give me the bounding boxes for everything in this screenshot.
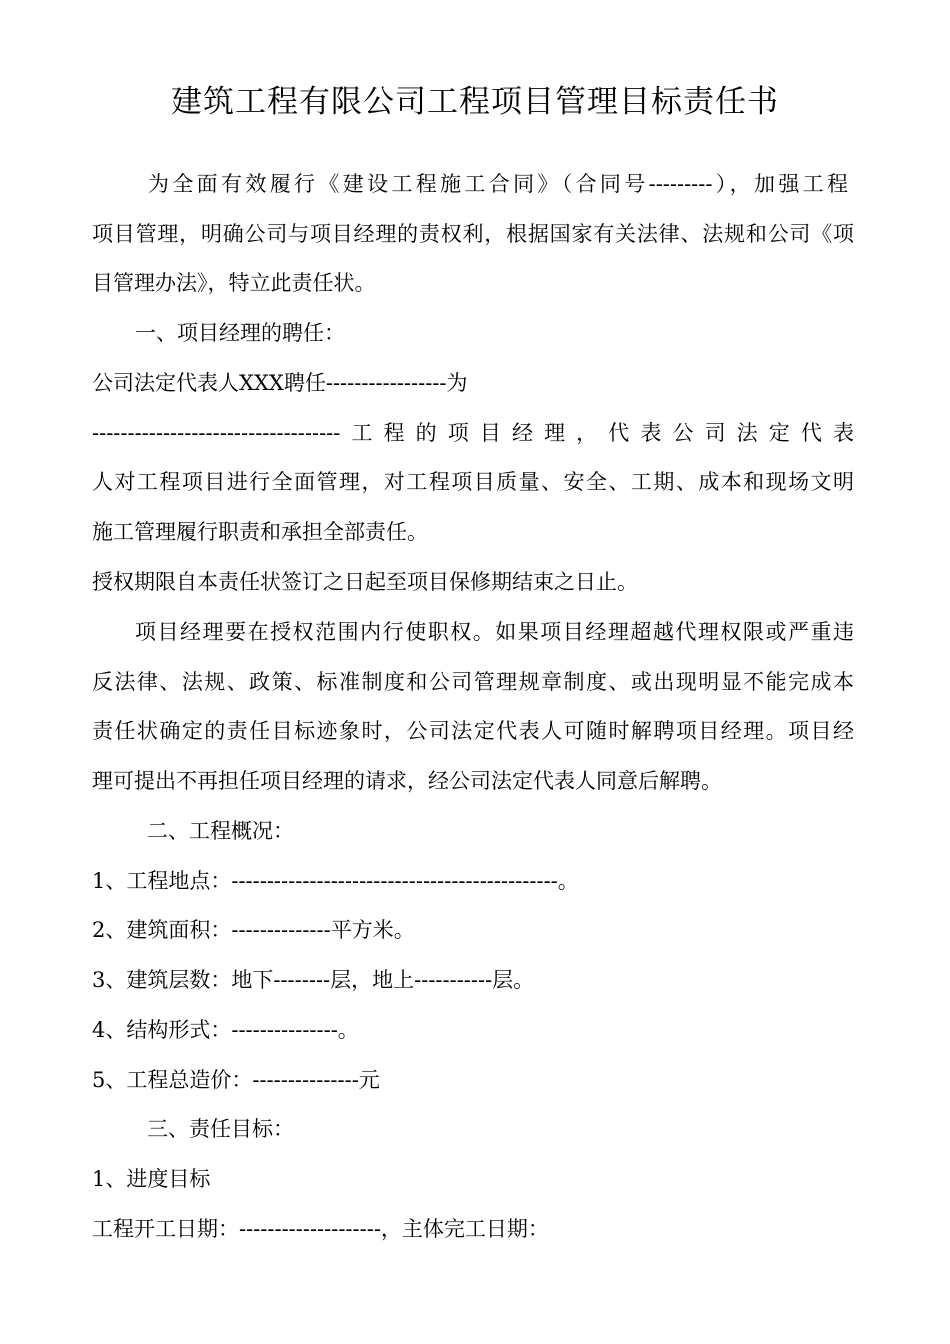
intro-line-3: 目管理办法》，特立此责任状。 xyxy=(92,271,376,295)
progress-target: 1、进度目标 xyxy=(92,1167,211,1191)
authorization-period: 授权期限自本责任状签订之日起至项目保修期结束之日止。 xyxy=(92,570,638,594)
section3-heading: 三、责任目标： xyxy=(147,1117,294,1141)
document-title: 建筑工程有限公司工程项目管理目标责任书 xyxy=(171,84,779,120)
total-cost: 5、工程总造价：---------------元 xyxy=(92,1068,380,1092)
intro-line-1: 为全面有效履行《建设工程施工合同》（合同号---------），加强工程 xyxy=(148,172,848,196)
intro-line-2: 项目管理，明确公司与项目经理的责权利，根据国家有关法律、法规和公司《项 xyxy=(92,222,854,246)
building-area: 2、建筑面积：--------------平方米。 xyxy=(92,918,415,942)
dismissal-line-4: 理可提出不再担任项目经理的请求，经公司法定代表人同意后解聘。 xyxy=(92,769,722,793)
appointment-line-3: 人对工程项目进行全面管理，对工程项目质量、安全、工期、成本和现场文明 xyxy=(92,470,854,494)
dismissal-line-1: 项目经理要在授权范围内行使职权。如果项目经理超越代理权限或严重违 xyxy=(135,620,854,644)
project-location: 1、工程地点：----------------------------------------------。 xyxy=(92,869,579,893)
start-completion-dates: 工程开工日期：--------------------，主体完工日期： xyxy=(92,1217,549,1241)
building-floors: 3、建筑层数：地下--------层，地上-----------层。 xyxy=(92,968,535,992)
dismissal-line-2: 反法律、法规、政策、标准制度和公司管理规章制度、或出现明显不能完成本 xyxy=(92,670,854,694)
appointment-line-4: 施工管理履行职责和承担全部责任。 xyxy=(92,520,428,544)
dismissal-line-3: 责任状确定的责任目标迹象时，公司法定代表人可随时解聘项目经理。项目经 xyxy=(92,719,854,743)
section2-heading: 二、工程概况： xyxy=(147,819,294,843)
section1-heading: 一、项目经理的聘任： xyxy=(135,321,345,345)
appointment-line-2: -----------------------------------工程的项目经理，代表公司法定代表 xyxy=(92,421,854,445)
structure-type: 4、结构形式：---------------。 xyxy=(92,1018,359,1042)
appointment-line-1: 公司法定代表人XXX聘任-----------------为 xyxy=(92,371,468,395)
